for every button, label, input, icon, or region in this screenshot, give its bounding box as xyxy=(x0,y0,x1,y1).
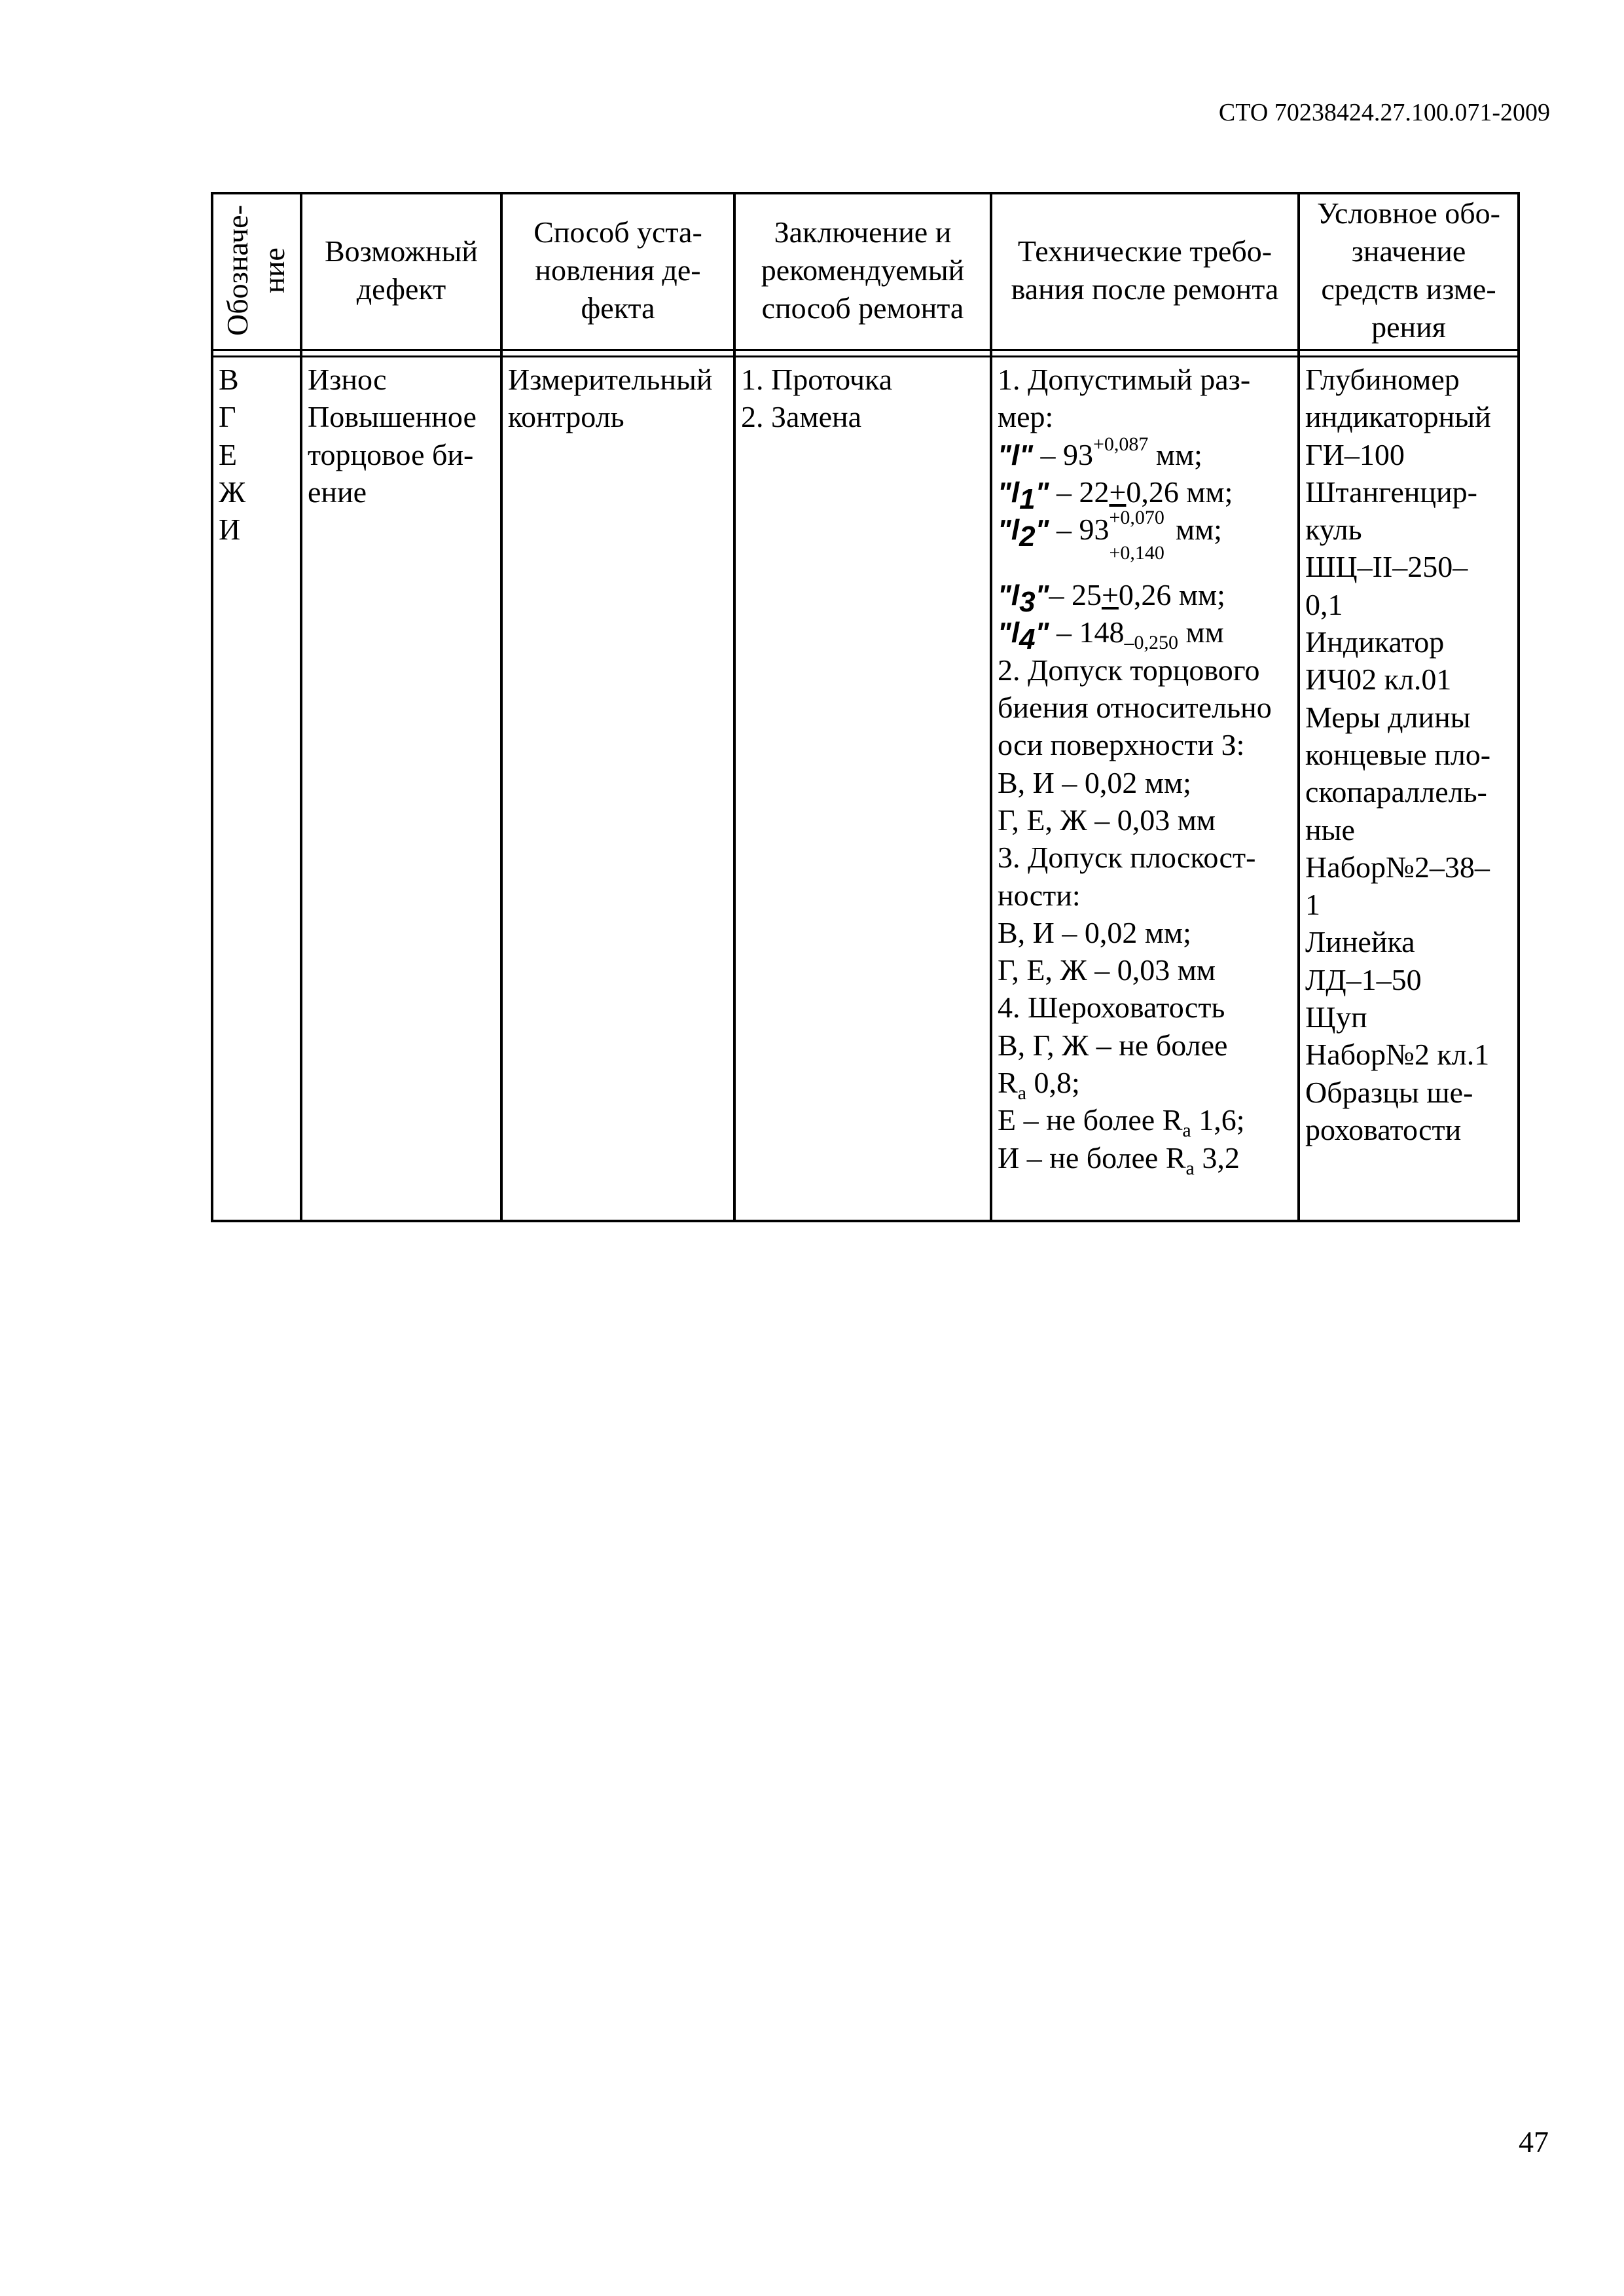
conclusion-line: 2. Замена xyxy=(741,400,862,434)
defect-line: Повышенное xyxy=(308,400,477,434)
tech-line: В, И – 0,02 мм; xyxy=(998,765,1191,799)
designation: В xyxy=(219,363,239,396)
designations-cell xyxy=(213,361,300,548)
table-border-bottom xyxy=(211,1220,1520,1222)
instrument-line: Индикатор xyxy=(1305,625,1445,659)
method-line: Измерительный xyxy=(508,363,713,396)
page-number: 47 xyxy=(1519,2125,1549,2159)
dimension-l4: "$l_4$" – $148_{-0,250}$ мм xyxy=(998,615,1224,656)
defect-line: Износ xyxy=(308,363,387,396)
method-cell xyxy=(503,361,733,436)
instrument-line: индикаторный xyxy=(1305,400,1491,434)
tech-line: мер: xyxy=(998,400,1054,434)
tech-line: 3. Допуск плоскост- xyxy=(998,841,1256,875)
tech-line: 2. Допуск торцового xyxy=(998,653,1260,687)
instrument-line: ШЦ–II–250– xyxy=(1305,550,1468,584)
conclusion-line: 1. Проточка xyxy=(741,363,893,396)
dimension-l1: "$l_1$" – 22+0,26 мм; xyxy=(998,475,1233,516)
tech-line: Г, Е, Ж – 0,03 мм xyxy=(998,803,1216,837)
tech-line: В, И – 0,02 мм; xyxy=(998,915,1191,949)
tech-line: Г, Е, Ж – 0,03 мм xyxy=(998,953,1216,987)
instrument-line: Образцы ше- xyxy=(1305,1075,1473,1109)
instrument-line: Щуп xyxy=(1305,1000,1367,1034)
dimension-l3: "$l_3"-$ 25+0,26 мм; xyxy=(998,578,1225,619)
header-technical-requirements: Технические требо- вания после ремонта xyxy=(1011,234,1279,306)
dimension-l: "l" – $93^{+0,087}$ мм; xyxy=(998,433,1202,471)
header-measuring-instruments: Условное обо- значение средств изме- рения xyxy=(1317,196,1500,344)
tech-line: оси поверхности З: xyxy=(998,728,1245,762)
tech-line: ности: xyxy=(998,878,1081,912)
header-conclusion: Заключение и рекомендуемый способ ремонта xyxy=(761,215,965,325)
instrument-line: куль xyxy=(1305,513,1362,547)
designation: Г xyxy=(219,400,236,434)
dimension-l2: "$l_2$" – 93 +0,070 +0,140 мм; xyxy=(998,507,1222,564)
instrument-line: Меры длины xyxy=(1305,700,1471,734)
instrument-line: Штангенцир- xyxy=(1305,475,1477,509)
tech-line: 1. Допустимый раз- xyxy=(998,363,1251,396)
defect-line: ение xyxy=(308,475,367,509)
instrument-line: ные xyxy=(1305,812,1355,847)
instrument-line: концевые пло- xyxy=(1305,737,1491,771)
defect-line: торцовое би- xyxy=(308,437,474,471)
document-code: СТО 70238424.27.100.071-2009 xyxy=(1218,99,1550,126)
header-divider-2 xyxy=(211,355,1520,357)
instrument-line: ЛД–1–50 xyxy=(1305,962,1422,996)
instrument-line: Набор№2 кл.1 xyxy=(1305,1038,1490,1072)
instrument-line: Глубиномер xyxy=(1305,363,1460,396)
roughness-ra-2: Е – не более $R_a$ 1,6; xyxy=(998,1103,1245,1142)
instrument-line: скопараллель- xyxy=(1305,775,1487,809)
defects-table xyxy=(211,192,1520,1222)
conclusion-cell xyxy=(736,361,990,436)
designation: И xyxy=(219,513,241,547)
header-divider-1 xyxy=(211,349,1520,351)
header-defect: Возможный дефект xyxy=(324,234,478,306)
roughness-ra-3: И – не более $R_a$ 3,2 xyxy=(998,1140,1240,1179)
instrument-line: ИЧ02 кл.01 xyxy=(1305,663,1452,697)
header-detection-method: Способ уста- новления де- фекта xyxy=(533,215,702,325)
instrument-line: 1 xyxy=(1305,888,1320,922)
instrument-line: роховатости xyxy=(1305,1112,1462,1146)
defects-cell xyxy=(302,361,500,511)
method-line: контроль xyxy=(508,400,624,434)
table-border-right xyxy=(1517,192,1520,1222)
header-designation: Обозначе- ние xyxy=(221,205,291,336)
instrument-line: Линейка xyxy=(1305,925,1415,959)
instrument-line: Набор№2–38– xyxy=(1305,850,1490,884)
tech-line: В, Г, Ж – не более xyxy=(998,1028,1228,1062)
instruments-cell xyxy=(1300,361,1517,1148)
technical-requirements-cell xyxy=(992,361,1297,1179)
designation: Е xyxy=(219,437,238,471)
instrument-line: ГИ–100 xyxy=(1305,437,1405,471)
instrument-line: 0,1 xyxy=(1305,587,1343,621)
tech-line: 4. Шероховатость xyxy=(998,991,1225,1025)
tech-line: биения относительно xyxy=(998,691,1272,725)
roughness-ra-1: $R_a$ 0,8; xyxy=(998,1066,1080,1104)
designation: Ж xyxy=(219,475,246,509)
